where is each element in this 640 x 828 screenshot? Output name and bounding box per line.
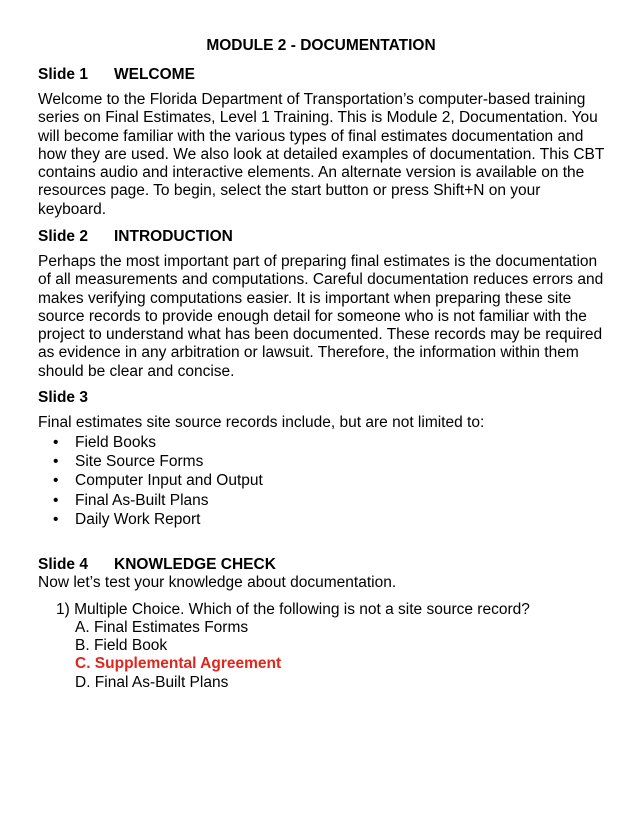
slide-1-heading: WELCOME <box>114 66 195 83</box>
option-a: A. Final Estimates Forms <box>75 619 249 636</box>
slide-2-heading: INTRODUCTION <box>114 228 233 245</box>
list-item: • Final As-Built Plans <box>53 491 209 509</box>
list-item: • Computer Input and Output <box>53 472 263 490</box>
slide-4-heading: KNOWLEDGE CHECK <box>114 556 276 573</box>
slide-3-header <box>38 389 114 407</box>
slide-3-text: Final estimates site source records include, but are not limited to: <box>38 414 485 431</box>
page-title: MODULE 2 - DOCUMENTATION <box>206 37 436 54</box>
slide-1-number: Slide 1 <box>38 66 88 83</box>
slide-2-text: Perhaps the most important part of preparing final estimates is the documentation of all measurements and computations. Careful documentation reduces errors and makes verifying computations easier. It is important when preparing these site source records to provide enough detail for someone who is not familiar with the project to understand what has been documented. These records may be required as evidence in any arbitration or lawsuit. Therefore, the information within them should be clear and concise. <box>38 253 604 380</box>
option-c-correct-answer: C. Supplemental Agreement <box>75 655 282 672</box>
question-1 <box>56 601 530 619</box>
list-item: • Site Source Forms <box>53 453 204 471</box>
list-item: • Field Books <box>53 434 156 451</box>
slide-2-header <box>38 228 233 246</box>
slide-4-header <box>38 556 276 574</box>
slide-1-text: Welcome to the Florida Department of Transportation’s computer-based training series on Final Estimates, Level 1 Training. This is Module 2, Documentation. You will become familiar with the various types of final estimates documentation and how they are used. We also look at detailed examples of documentation. This CBT contains audio and interactive elements. An alternate version is available on the resources page. To begin, select the start button or press Shift+N on your keyboard. <box>38 91 605 218</box>
slide-2-number: Slide 2 <box>38 228 88 245</box>
question-number: 1) <box>56 601 70 618</box>
list-item: • Daily Work Report <box>53 510 201 528</box>
slide-4-number: Slide 4 <box>38 556 88 573</box>
option-d: D. Final As-Built Plans <box>75 674 229 691</box>
slide-1-header <box>38 66 195 84</box>
slide-4-text: Now let’s test your knowledge about documentation. <box>38 574 397 591</box>
slide-3-number: Slide 3 <box>38 389 88 406</box>
question-text: Multiple Choice. Which of the following is not a site source record? <box>74 601 530 618</box>
option-b: B. Field Book <box>75 637 168 654</box>
